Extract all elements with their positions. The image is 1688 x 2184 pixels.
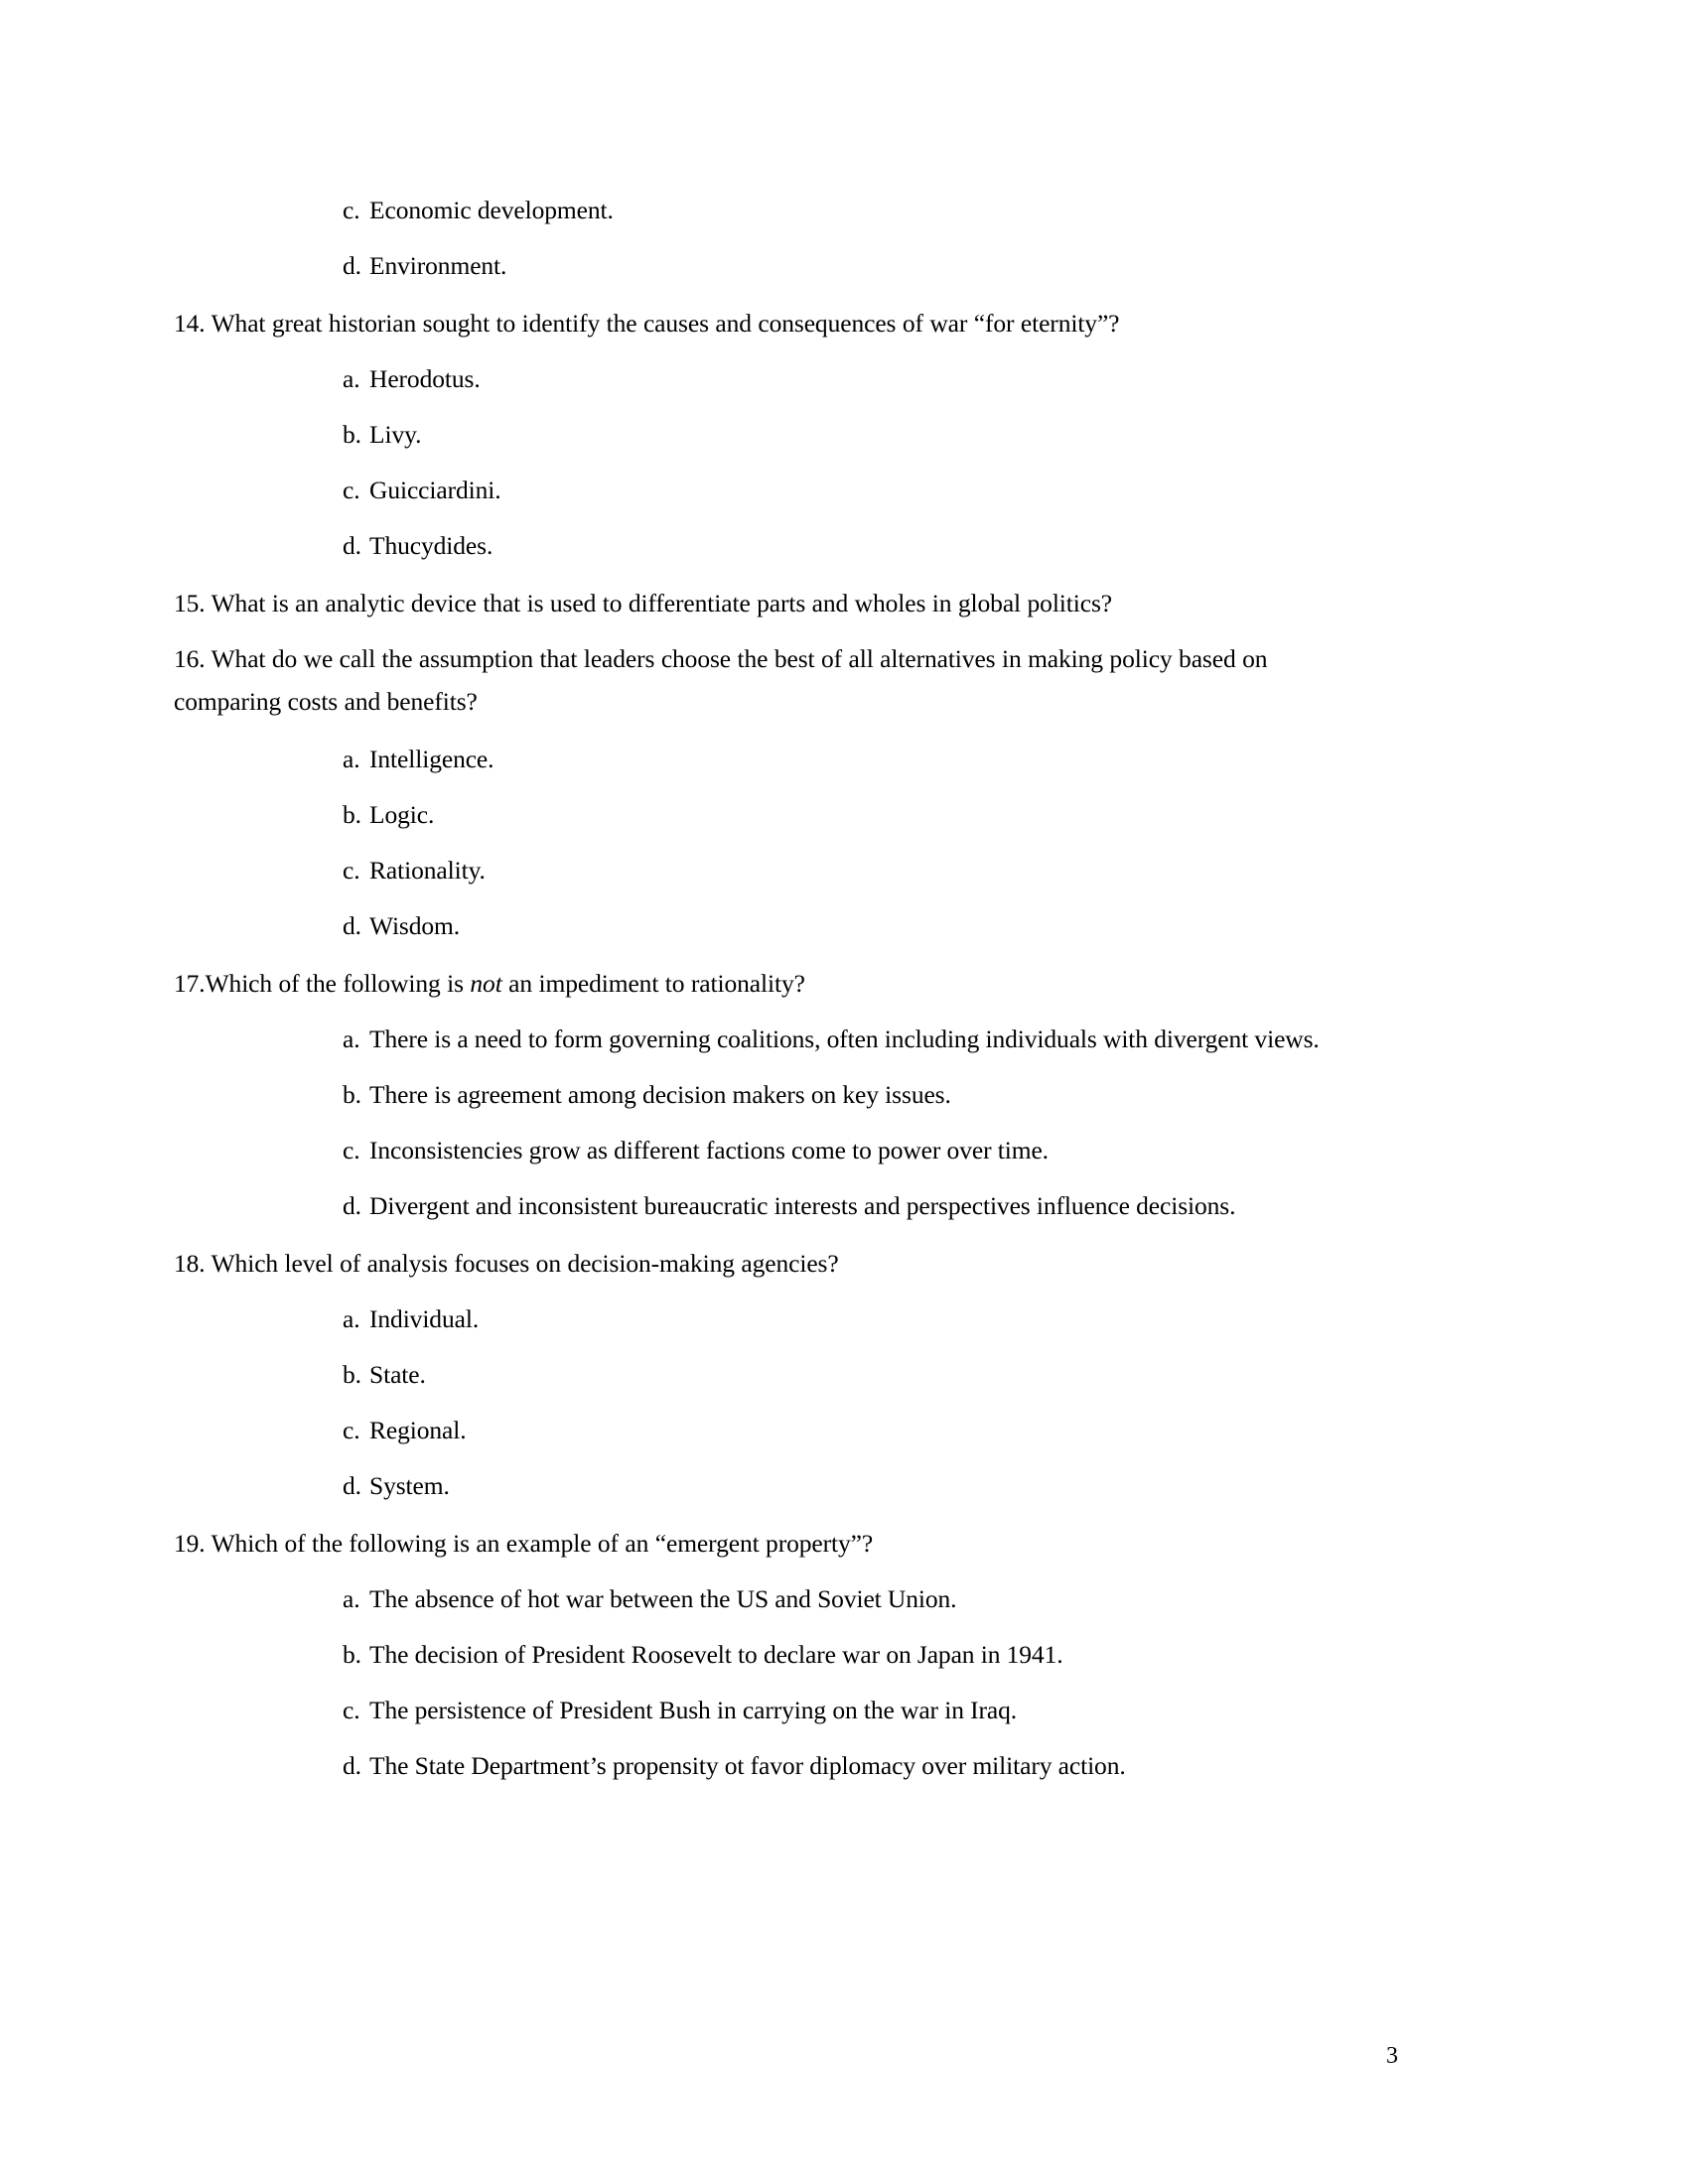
answer-option[interactable] bbox=[343, 1129, 1390, 1171]
option-letter: d. bbox=[343, 1191, 361, 1220]
option-text: State. bbox=[369, 1360, 426, 1389]
option-text: Economic development. bbox=[369, 196, 614, 224]
question-emphasis: not bbox=[470, 969, 502, 998]
option-letter: d. bbox=[343, 251, 361, 280]
option-letter: a. bbox=[343, 1584, 360, 1613]
question-item bbox=[174, 302, 1316, 344]
option-text: There is a need to form governing coalitions, often including individuals with divergent views. bbox=[369, 1024, 1320, 1053]
option-letter: a. bbox=[343, 1024, 360, 1053]
answer-option[interactable] bbox=[343, 1018, 1390, 1060]
question-text: What is an analytic device that is used to differentiate parts and wholes in global politics? bbox=[211, 589, 1113, 617]
option-letter: d. bbox=[343, 911, 361, 940]
question-number: 15. bbox=[174, 589, 206, 617]
option-text: Divergent and inconsistent bureaucratic interests and perspectives influence decisions. bbox=[369, 1191, 1236, 1220]
answer-option[interactable] bbox=[343, 189, 1390, 231]
option-text: Regional. bbox=[369, 1416, 467, 1444]
option-letter: a. bbox=[343, 364, 360, 393]
question-text: What do we call the assumption that leaders choose the best of all alternatives in making policy based on comparing costs and benefits? bbox=[174, 644, 1268, 716]
option-text: Thucydides. bbox=[369, 531, 493, 560]
option-text: Intelligence. bbox=[369, 745, 494, 773]
answer-option[interactable] bbox=[343, 738, 1390, 780]
question-text-after-italic: an impediment to rationality? bbox=[501, 969, 805, 998]
option-text: Wisdom. bbox=[369, 911, 461, 940]
answer-option[interactable] bbox=[343, 1689, 1390, 1731]
question-text-before-italic: Which of the following is bbox=[205, 969, 471, 998]
answer-option[interactable] bbox=[343, 1464, 1390, 1507]
option-letter: c. bbox=[343, 196, 360, 224]
option-letter: b. bbox=[343, 1360, 361, 1389]
answer-option[interactable] bbox=[343, 1409, 1390, 1451]
option-letter: c. bbox=[343, 856, 360, 885]
question-number: 17. bbox=[174, 969, 206, 998]
option-letter: b. bbox=[343, 800, 361, 829]
page-number: 3 bbox=[1386, 2043, 1398, 2069]
answer-option[interactable] bbox=[343, 524, 1390, 567]
option-text: Individual. bbox=[369, 1304, 480, 1333]
option-text: The State Department’s propensity ot favor diplomacy over military action. bbox=[369, 1751, 1126, 1780]
option-letter: b. bbox=[343, 1640, 361, 1669]
question-number: 14. bbox=[174, 309, 206, 338]
option-text: Environment. bbox=[369, 251, 507, 280]
option-text: Inconsistencies grow as different factions come to power over time. bbox=[369, 1136, 1049, 1164]
option-text: Logic. bbox=[369, 800, 435, 829]
option-text: Rationality. bbox=[369, 856, 486, 885]
option-text: Guicciardini. bbox=[369, 476, 501, 504]
answer-option[interactable] bbox=[343, 413, 1390, 456]
option-text: The persistence of President Bush in carrying on the war in Iraq. bbox=[369, 1696, 1018, 1724]
option-text: Livy. bbox=[369, 420, 422, 449]
answer-option[interactable] bbox=[343, 244, 1390, 287]
answer-option[interactable] bbox=[343, 1353, 1390, 1396]
question-item bbox=[174, 582, 1316, 624]
question-text: What great historian sought to identify the causes and consequences of war “for eternity”? bbox=[211, 309, 1120, 338]
answer-option[interactable] bbox=[343, 1297, 1390, 1340]
option-text: The decision of President Roosevelt to declare war on Japan in 1941. bbox=[369, 1640, 1063, 1669]
option-letter: c. bbox=[343, 1136, 360, 1164]
option-letter: b. bbox=[343, 420, 361, 449]
question-text: Which level of analysis focuses on decision-making agencies? bbox=[211, 1249, 839, 1278]
answer-option[interactable] bbox=[343, 1633, 1390, 1676]
question-number: 16. bbox=[174, 644, 206, 673]
question-item bbox=[174, 1242, 1316, 1285]
question-item bbox=[174, 1522, 1316, 1565]
option-letter: b. bbox=[343, 1080, 361, 1109]
answer-option[interactable] bbox=[343, 469, 1390, 511]
question-list bbox=[174, 189, 1390, 1800]
option-text: System. bbox=[369, 1471, 450, 1500]
option-letter: a. bbox=[343, 1304, 360, 1333]
question-text: Which of the following is an example of an “emergent property”? bbox=[211, 1529, 874, 1558]
option-text: Herodotus. bbox=[369, 364, 481, 393]
answer-option[interactable] bbox=[343, 849, 1390, 891]
question-item bbox=[174, 637, 1316, 723]
answer-option[interactable] bbox=[343, 904, 1390, 947]
answer-option[interactable] bbox=[343, 357, 1390, 400]
question-number: 18. bbox=[174, 1249, 206, 1278]
answer-option[interactable] bbox=[343, 1184, 1390, 1227]
option-letter: d. bbox=[343, 1751, 361, 1780]
option-text: There is agreement among decision makers on key issues. bbox=[369, 1080, 951, 1109]
option-letter: c. bbox=[343, 1416, 360, 1444]
question-number: 19. bbox=[174, 1529, 206, 1558]
option-text: The absence of hot war between the US and Soviet Union. bbox=[369, 1584, 957, 1613]
option-letter: c. bbox=[343, 1696, 360, 1724]
option-letter: c. bbox=[343, 476, 360, 504]
option-letter: a. bbox=[343, 745, 360, 773]
answer-option[interactable] bbox=[343, 1744, 1390, 1787]
answer-option[interactable] bbox=[343, 793, 1390, 836]
option-letter: d. bbox=[343, 1471, 361, 1500]
answer-option[interactable] bbox=[343, 1577, 1390, 1620]
option-letter: d. bbox=[343, 531, 361, 560]
question-item bbox=[174, 962, 1316, 1005]
answer-option[interactable] bbox=[343, 1073, 1390, 1116]
